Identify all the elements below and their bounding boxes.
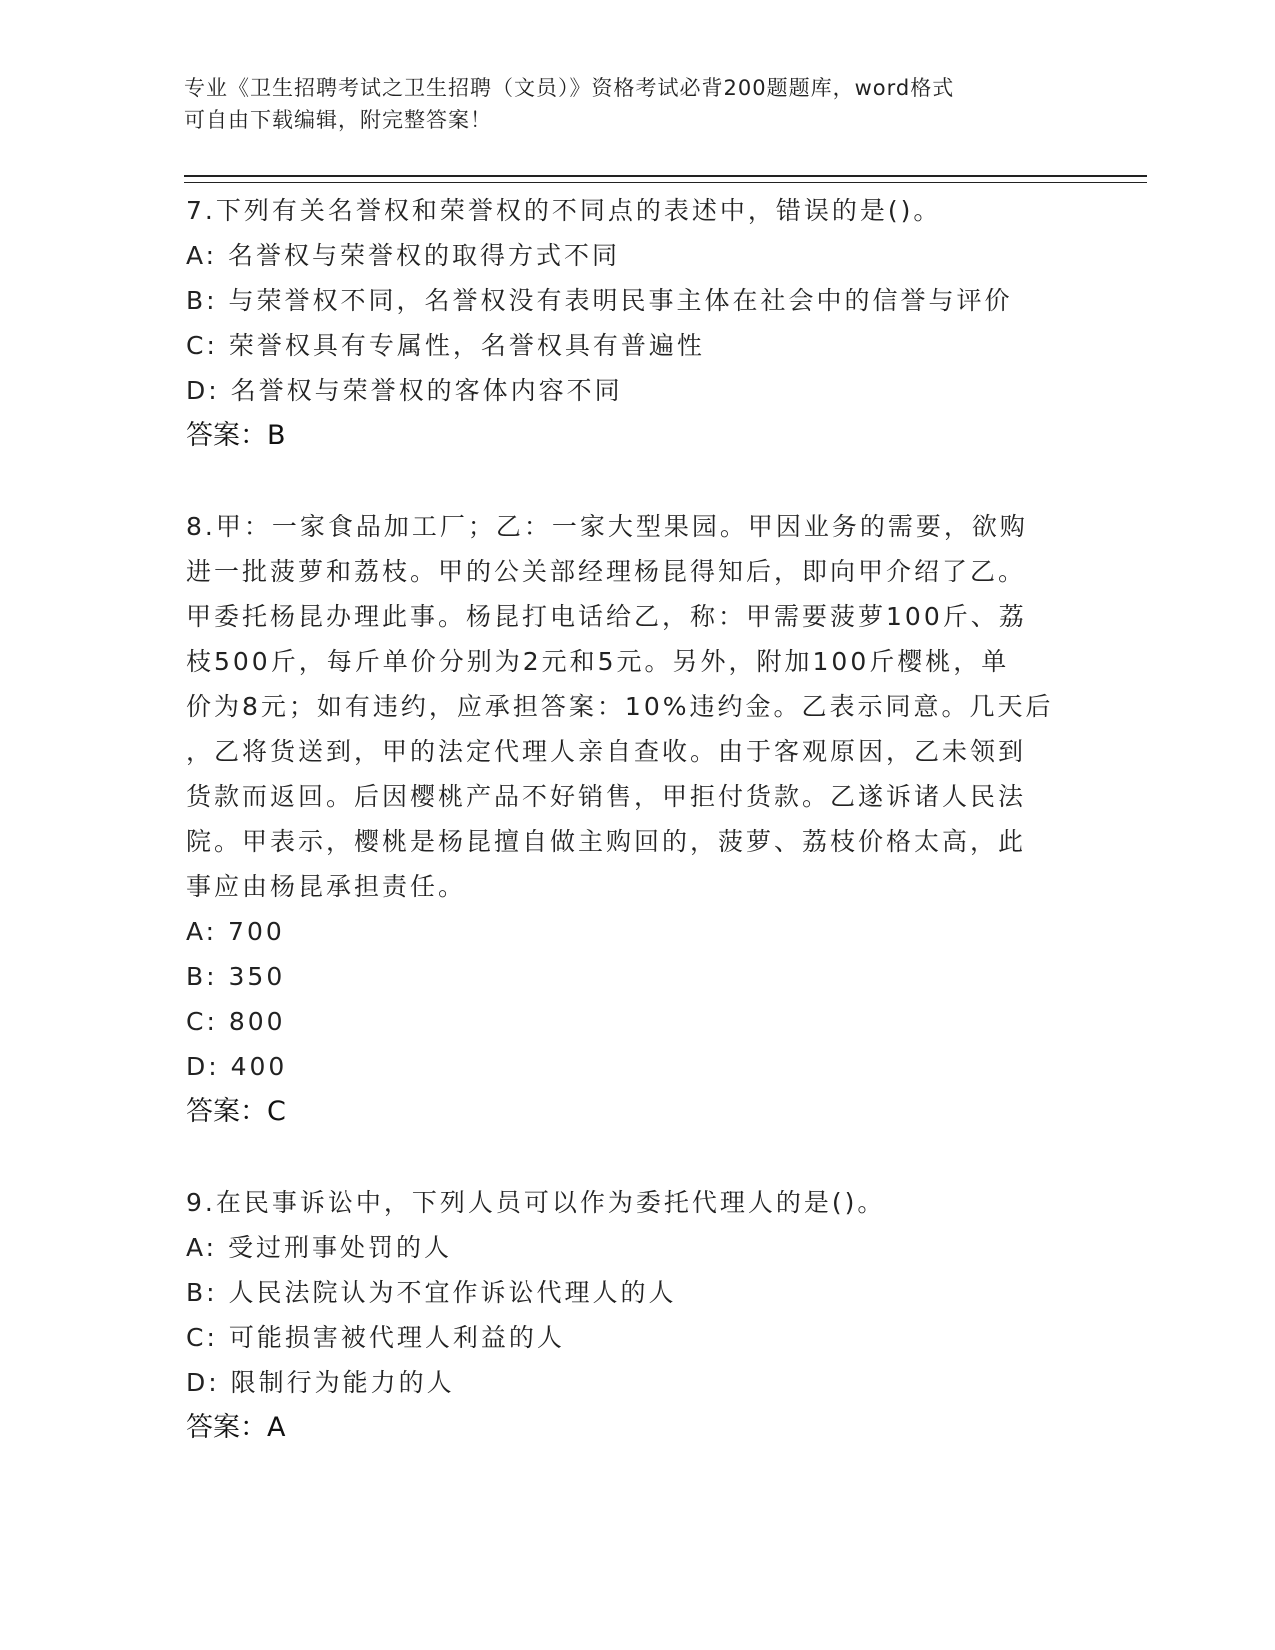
answer-label: 答案：B [186,420,286,451]
option-a: A: 700 [186,917,285,946]
answer-label: 答案：C [186,1096,286,1127]
stem-line: 进一批菠萝和荔枝。甲的公关部经理杨昆得知后，即向甲介绍了乙。 [186,557,1027,586]
option-d: D: 名誉权与荣誉权的客体内容不同 [186,376,623,405]
option-c: C: 可能损害被代理人利益的人 [186,1323,565,1352]
stem-line: 甲委托杨昆办理此事。杨昆打电话给乙，称：甲需要菠萝100斤、荔 [186,602,1027,631]
option-d: D: 限制行为能力的人 [186,1368,455,1397]
option-b: B: 与荣誉权不同，名誉权没有表明民事主体在社会中的信誉与评价 [186,286,1013,315]
option-c: C: 荣誉权具有专属性，名誉权具有普遍性 [186,331,705,360]
header-line-2: 可自由下载编辑，附完整答案！ [184,108,492,132]
stem-line: 院。甲表示，樱桃是杨昆擅自做主购回的，菠萝、荔枝价格太高，此 [186,827,1027,856]
question-stem [186,504,1066,909]
stem-line: 9.在民事诉讼中，下列人员可以作为委托代理人的是()。 [186,1188,886,1217]
option-b: B: 人民法院认为不宜作诉讼代理人的人 [186,1278,677,1307]
question-list [186,188,1066,1450]
stem-line: 价为8元；如有违约，应承担答案：10%违约金。乙表示同意。几天后 [186,692,1054,721]
answer-label: 答案：A [186,1412,286,1443]
question-stem [186,188,1066,233]
option-d: D: 400 [186,1052,288,1081]
spacer [186,1134,1066,1180]
header-line-1: 专业《卫生招聘考试之卫生招聘（文员）》资格考试必背200题题库，word格式 [184,76,955,100]
question-7 [186,188,1066,458]
document-header [184,72,1064,136]
option-b: B: 350 [186,962,286,991]
option-a: A: 受过刑事处罚的人 [186,1233,453,1262]
header-divider-thin [184,182,1147,183]
stem-line: 8.甲：一家食品加工厂；乙：一家大型果园。甲因业务的需要，欲购 [186,512,1028,541]
option-c: C: 800 [186,1007,286,1036]
question-stem [186,1180,1066,1225]
stem-line: 7.下列有关名誉权和荣誉权的不同点的表述中，错误的是()。 [186,196,942,225]
stem-line: 枝500斤，每斤单价分别为2元和5元。另外，附加100斤樱桃，单 [186,647,1010,676]
question-9 [186,1180,1066,1450]
spacer [186,458,1066,504]
stem-line: ，乙将货送到，甲的法定代理人亲自查收。由于客观原因，乙未领到 [186,737,1027,766]
option-a: A: 名誉权与荣誉权的取得方式不同 [186,241,621,270]
stem-line: 事应由杨昆承担责任。 [186,872,467,901]
stem-line: 货款而返回。后因樱桃产品不好销售，甲拒付货款。乙遂诉诸人民法 [186,782,1027,811]
header-divider-thick [184,175,1147,177]
question-8 [186,504,1066,1134]
